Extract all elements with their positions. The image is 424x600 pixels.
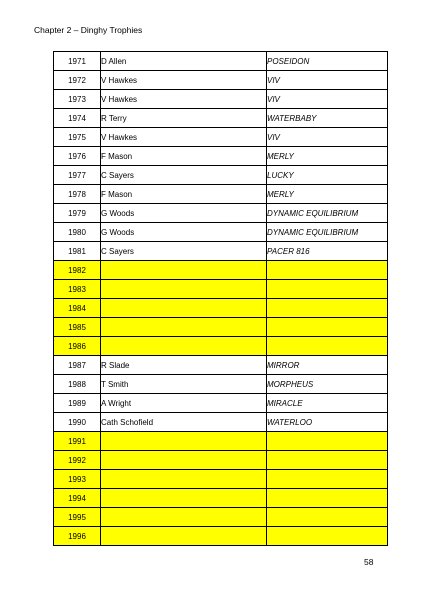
year-cell: 1978: [54, 185, 101, 204]
table-row: [54, 394, 388, 413]
year-cell: 1976: [54, 147, 101, 166]
boat-cell: LUCKY: [267, 166, 388, 185]
year-cell: 1980: [54, 223, 101, 242]
table-body: [54, 52, 388, 546]
year-cell: 1995: [54, 508, 101, 527]
name-cell: [101, 299, 267, 318]
year-cell: 1979: [54, 204, 101, 223]
year-cell: 1982: [54, 261, 101, 280]
year-cell: 1987: [54, 356, 101, 375]
boat-cell: POSEIDON: [267, 52, 388, 71]
name-cell: C Sayers: [101, 166, 267, 185]
year-cell: 1996: [54, 527, 101, 546]
year-cell: 1992: [54, 451, 101, 470]
table-row: [54, 299, 388, 318]
name-cell: G Woods: [101, 223, 267, 242]
year-cell: 1994: [54, 489, 101, 508]
name-cell: [101, 318, 267, 337]
name-cell: R Terry: [101, 109, 267, 128]
boat-cell: VIV: [267, 128, 388, 147]
boat-cell: WATERBABY: [267, 109, 388, 128]
boat-cell: MORPHEUS: [267, 375, 388, 394]
year-cell: 1977: [54, 166, 101, 185]
table-row: [54, 261, 388, 280]
year-cell: 1990: [54, 413, 101, 432]
table-row: [54, 90, 388, 109]
boat-cell: [267, 527, 388, 546]
table-row: [54, 527, 388, 546]
boat-cell: MIRACLE: [267, 394, 388, 413]
boat-cell: [267, 280, 388, 299]
table-row: [54, 147, 388, 166]
boat-cell: [267, 432, 388, 451]
table-row: [54, 356, 388, 375]
page-number: 58: [364, 557, 374, 567]
year-cell: 1975: [54, 128, 101, 147]
year-cell: 1974: [54, 109, 101, 128]
table-row: [54, 489, 388, 508]
name-cell: T Smith: [101, 375, 267, 394]
boat-cell: [267, 261, 388, 280]
year-cell: 1973: [54, 90, 101, 109]
table-row: [54, 166, 388, 185]
table-row: [54, 508, 388, 527]
year-cell: 1985: [54, 318, 101, 337]
name-cell: G Woods: [101, 204, 267, 223]
name-cell: [101, 261, 267, 280]
name-cell: F Mason: [101, 147, 267, 166]
boat-cell: [267, 318, 388, 337]
name-cell: [101, 527, 267, 546]
table-row: [54, 280, 388, 299]
boat-cell: VIV: [267, 71, 388, 90]
table-row: [54, 318, 388, 337]
year-cell: 1972: [54, 71, 101, 90]
year-cell: 1984: [54, 299, 101, 318]
name-cell: [101, 337, 267, 356]
boat-cell: [267, 337, 388, 356]
boat-cell: WATERLOO: [267, 413, 388, 432]
boat-cell: DYNAMIC EQUILIBRIUM: [267, 204, 388, 223]
name-cell: V Hawkes: [101, 71, 267, 90]
boat-cell: PACER 816: [267, 242, 388, 261]
table-row: [54, 242, 388, 261]
table-row: [54, 185, 388, 204]
boat-cell: [267, 508, 388, 527]
table-row: [54, 432, 388, 451]
name-cell: C Sayers: [101, 242, 267, 261]
year-cell: 1981: [54, 242, 101, 261]
table-row: [54, 451, 388, 470]
boat-cell: DYNAMIC EQUILIBRIUM: [267, 223, 388, 242]
table-row: [54, 128, 388, 147]
table-row: [54, 223, 388, 242]
boat-cell: [267, 299, 388, 318]
table-row: [54, 413, 388, 432]
boat-cell: [267, 489, 388, 508]
table-row: [54, 52, 388, 71]
name-cell: R Slade: [101, 356, 267, 375]
name-cell: D Allen: [101, 52, 267, 71]
name-cell: [101, 432, 267, 451]
boat-cell: VIV: [267, 90, 388, 109]
name-cell: [101, 508, 267, 527]
name-cell: V Hawkes: [101, 128, 267, 147]
boat-cell: MERLY: [267, 185, 388, 204]
year-cell: 1993: [54, 470, 101, 489]
name-cell: A Wright: [101, 394, 267, 413]
boat-cell: MERLY: [267, 147, 388, 166]
year-cell: 1991: [54, 432, 101, 451]
table-row: [54, 109, 388, 128]
boat-cell: [267, 470, 388, 489]
year-cell: 1988: [54, 375, 101, 394]
table-row: [54, 337, 388, 356]
boat-cell: [267, 451, 388, 470]
trophy-winners-table: [53, 51, 388, 546]
boat-cell: MIRROR: [267, 356, 388, 375]
name-cell: [101, 489, 267, 508]
table-row: [54, 375, 388, 394]
name-cell: F Mason: [101, 185, 267, 204]
table-row: [54, 204, 388, 223]
table-row: [54, 71, 388, 90]
name-cell: [101, 470, 267, 489]
table-row: [54, 470, 388, 489]
year-cell: 1983: [54, 280, 101, 299]
year-cell: 1986: [54, 337, 101, 356]
name-cell: Cath Schofield: [101, 413, 267, 432]
name-cell: [101, 451, 267, 470]
year-cell: 1971: [54, 52, 101, 71]
name-cell: [101, 280, 267, 299]
page-header: Chapter 2 – Dinghy Trophies: [34, 25, 143, 35]
year-cell: 1989: [54, 394, 101, 413]
name-cell: V Hawkes: [101, 90, 267, 109]
